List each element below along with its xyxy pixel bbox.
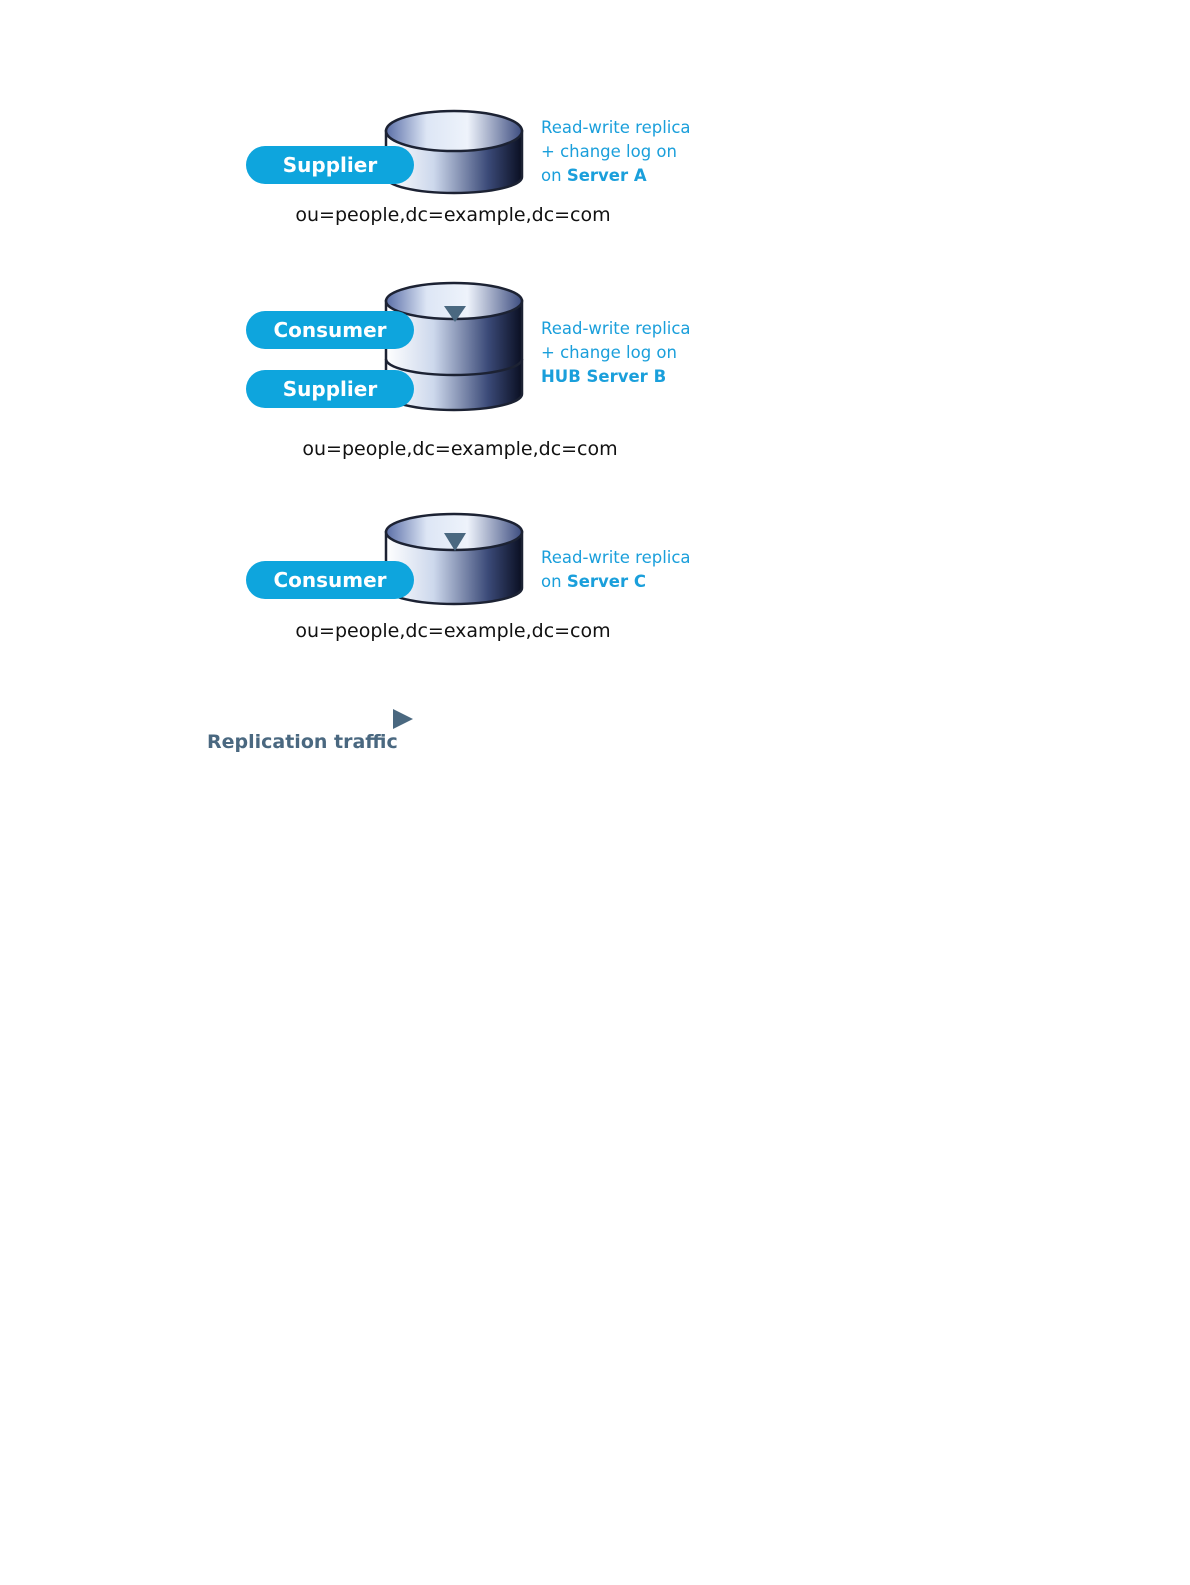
role-label: Consumer xyxy=(273,318,387,342)
server-c-group xyxy=(246,514,691,642)
replica-description-line: on Server A xyxy=(541,166,647,185)
legend xyxy=(194,709,413,753)
role-label: Consumer xyxy=(273,568,387,592)
role-pill-supplier xyxy=(246,146,414,184)
replica-description-line: on Server C xyxy=(541,572,646,591)
role-pill-supplier xyxy=(246,370,414,408)
replica-description-line: HUB Server B xyxy=(541,367,667,386)
role-pill-consumer xyxy=(246,311,414,349)
replicated-suffix-dn: ou=people,dc=example,dc=com xyxy=(295,204,611,226)
role-label: Supplier xyxy=(282,377,378,401)
replica-description-line: + change log on xyxy=(541,142,677,161)
replication-traffic-arrow-icon xyxy=(194,709,413,729)
replicated-suffix-dn: ou=people,dc=example,dc=com xyxy=(302,438,618,460)
server-b-group xyxy=(246,283,691,460)
role-label: Supplier xyxy=(282,153,378,177)
replicated-suffix-dn: ou=people,dc=example,dc=com xyxy=(295,620,611,642)
legend-label: Replication traffic xyxy=(207,731,398,753)
replica-description-line: Read-write replica xyxy=(541,118,691,137)
role-pill-consumer xyxy=(246,561,414,599)
replica-description-line: Read-write replica xyxy=(541,548,691,567)
replica-description-line: + change log on xyxy=(541,343,677,362)
server-a-group xyxy=(246,111,691,226)
replica-description-line: Read-write replica xyxy=(541,319,691,338)
